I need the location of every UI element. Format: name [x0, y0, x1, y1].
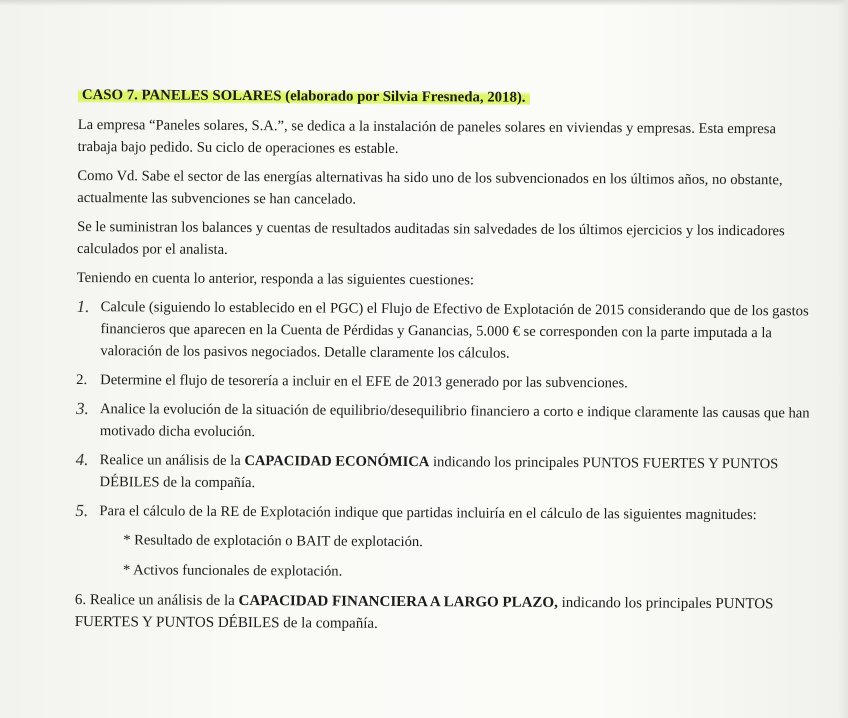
question-4-number: 4.: [75, 449, 89, 470]
question-2-number: 2.: [76, 371, 88, 389]
question-5-item-1: * Resultado de explotación o BAIT de explotación.: [123, 532, 423, 551]
question-1-text: Calcule (siguiendo lo establecido en el PGC) el Flujo de Efectivo de Explotación de 2015 considerando que de los gastos financieros que aparecen en la Cuenta de Pérdidas y Ganancias, 5.000 € se corresponden con la parte imputada a la valoración de los pasivos negociados. Detalle claramente los cálculos.: [100, 299, 809, 362]
case-title: [78, 84, 530, 109]
question-4: [76, 449, 811, 497]
question-5-number: 5.: [75, 500, 89, 521]
question-3-text: Analice la evolución de la situación de equilibrio/desequilibrio financiero a corto e indique claramente las causas que han motivado dicha evolución.: [99, 401, 810, 441]
intro-paragraph: La empresa “Paneles solares, S.A.”, se dedica a la instalación de paneles solares en viviendas y empresas. Esta empresa trabaja bajo pedido. Su ciclo de operaciones es estable.: [77, 116, 777, 157]
question-4-bold: CAPACIDAD ECONÓMICA: [244, 453, 430, 471]
question-4-pre: Realice un análisis de la: [99, 452, 245, 470]
question-5-item-2: * Activos funcionales de explotación.: [122, 562, 343, 580]
page-right-shadow: [838, 0, 848, 718]
question-6: [75, 589, 810, 637]
question-6-post: indicando los principales PUNTOS FUERTES Y PUNTOS DÉBILES de la compañía.: [74, 594, 774, 632]
question-2: [76, 369, 811, 395]
question-2-text: Determine el flujo de tesorería a incluir en el EFE de 2013 generado por las subvenciones.: [100, 372, 628, 392]
sector-paragraph: Como Vd. Sabe el sector de las energías alternativas ha sido uno de los subvencionados en los últimos años, no obstante, actualmente las subvenciones se han cancelado.: [77, 167, 783, 208]
question-1: [76, 296, 811, 366]
question-1-number: 1.: [76, 296, 90, 317]
title-bold: CASO 7. PANELES SOLARES: [81, 87, 282, 105]
question-4-post: indicando los principales PUNTOS FUERTES Y PUNTOS DÉBILES de la compañía.: [99, 454, 779, 492]
instructions-paragraph: Teniendo en cuenta lo anterior, responda a las siguientes cuestiones:: [76, 269, 475, 289]
question-5-text: Para el cálculo de la RE de Explotación indique que partidas incluiría en el cálculo de las siguientes magnitudes:: [99, 503, 757, 524]
document-body: [75, 84, 813, 637]
supplied-data-paragraph: Se le suministran los balances y cuentas de resultados auditadas sin salvedades de los últimos ejercicios y los indicadores calculados por el analista.: [76, 218, 785, 258]
page-top-shadow: [0, 0, 848, 6]
question-3-number: 3.: [75, 398, 89, 419]
title-rest: (elaborado por Silvia Fresneda, 2018).: [285, 88, 526, 106]
question-6-bold: CAPACIDAD FINANCIERA A LARGO PLAZO,: [238, 592, 558, 611]
question-6-pre: 6. Realice un análisis de la: [74, 591, 239, 609]
question-3: [76, 398, 811, 446]
question-5: [75, 500, 810, 526]
title-highlight: [78, 87, 530, 106]
